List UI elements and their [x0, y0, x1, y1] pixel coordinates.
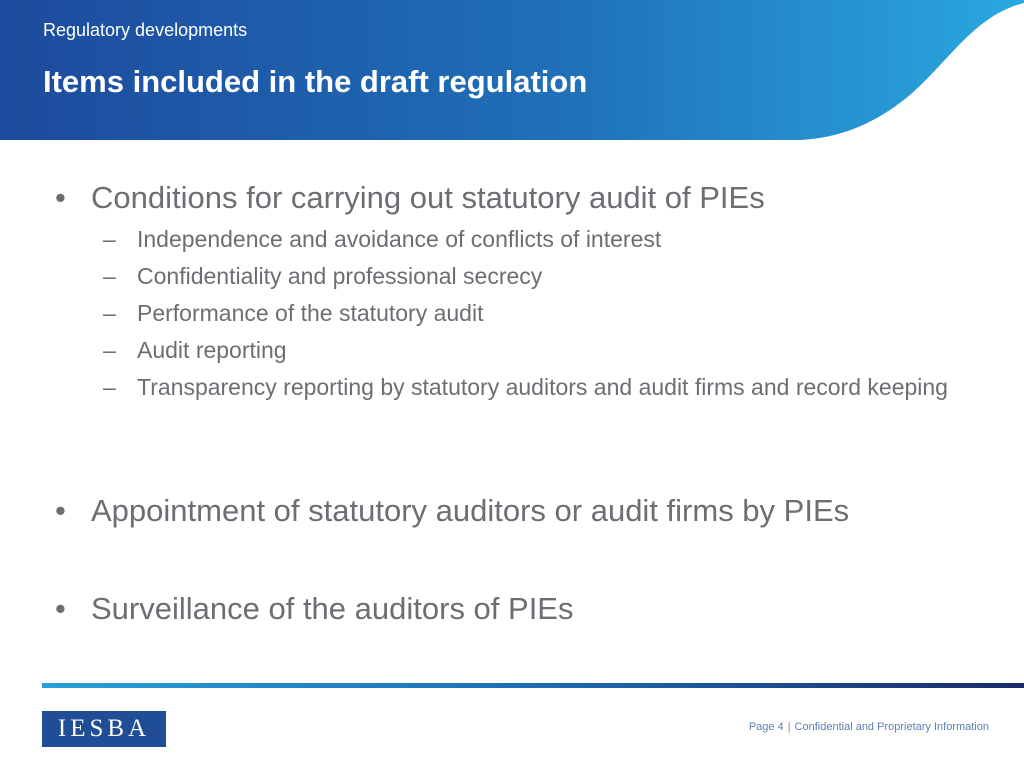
sub-mark: – — [103, 337, 116, 363]
iesba-logo: IESBA — [42, 711, 166, 747]
sub-mark: – — [103, 374, 116, 400]
section-label: Regulatory developments — [43, 20, 248, 40]
sub-text: Performance of the statutory audit — [137, 300, 484, 326]
bullet-mark: • — [55, 493, 66, 528]
footer-separator: | — [787, 721, 791, 733]
sub-mark: – — [103, 263, 116, 289]
confidential-note: Confidential and Proprietary Information — [794, 721, 989, 733]
footer-divider — [42, 683, 1024, 688]
bullet-mark: • — [55, 591, 66, 626]
bullet-text: Appointment of statutory auditors or audit firms by PIEs — [91, 493, 850, 528]
footer-info — [749, 720, 989, 734]
sub-text: Transparency reporting by statutory auditors and audit firms and record keeping — [137, 374, 948, 400]
sub-text: Confidentiality and professional secrecy — [137, 263, 543, 289]
bullet-text: Conditions for carrying out statutory audit of PIEs — [91, 180, 765, 215]
page-number: Page 4 — [748, 721, 784, 733]
slide-title: Items included in the draft regulation — [43, 64, 588, 99]
sub-text: Audit reporting — [137, 337, 287, 363]
bullet-mark: • — [55, 180, 66, 215]
sub-text: Independence and avoidance of conflicts of interest — [137, 226, 662, 252]
bullet-text: Surveillance of the auditors of PIEs — [91, 591, 574, 626]
sub-mark: – — [103, 300, 116, 326]
sub-mark: – — [103, 226, 116, 252]
